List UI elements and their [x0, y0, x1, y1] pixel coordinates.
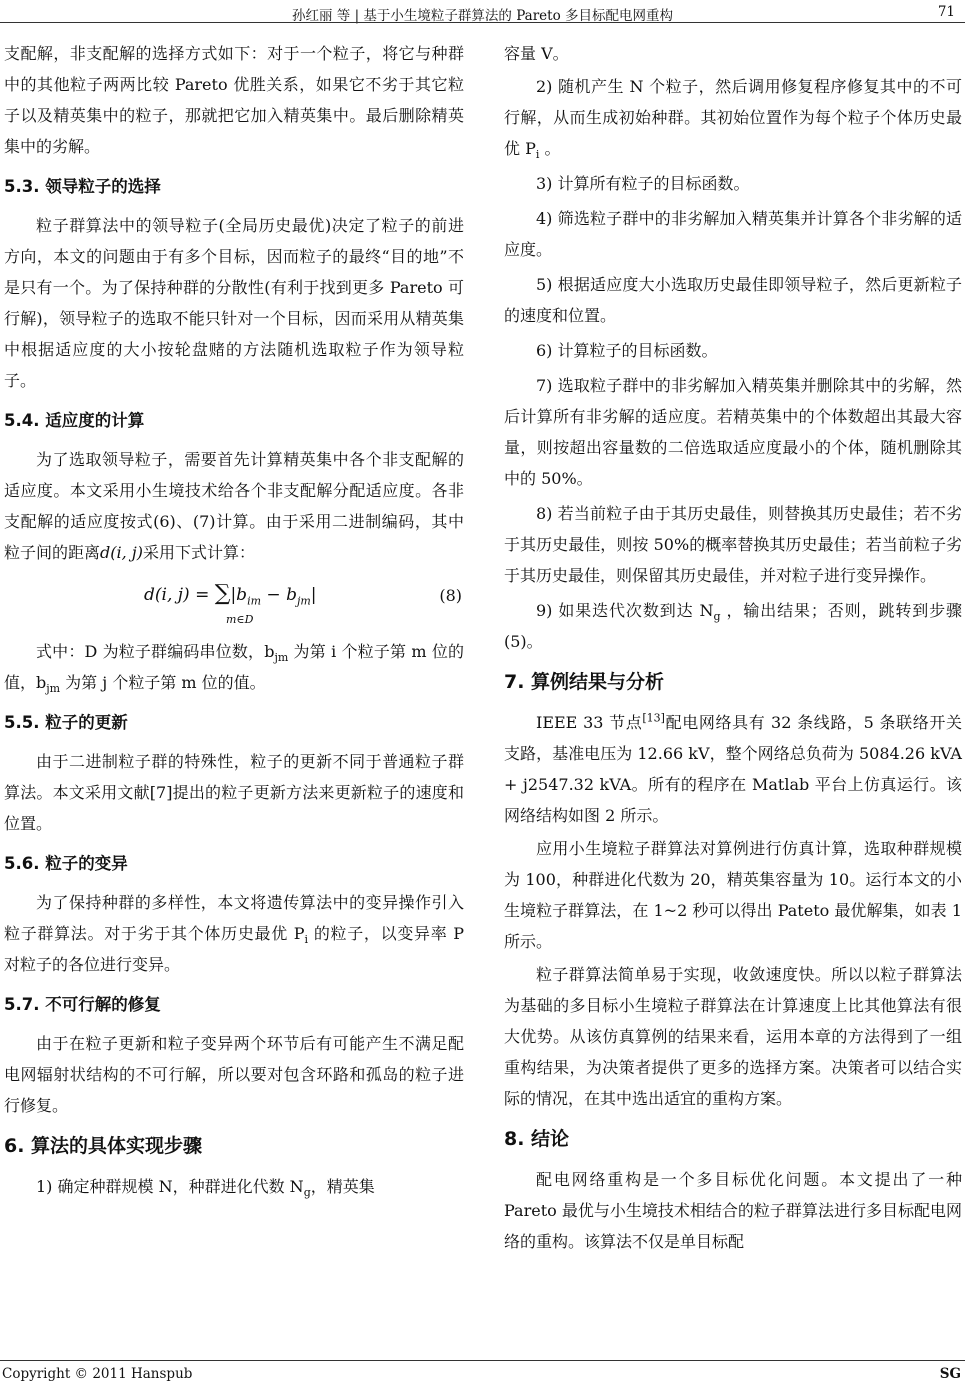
- paragraph-5-5: 由于二进制粒子群的特殊性，粒子的更新不同于普通粒子群算法。本文采用文献[7]提出的粒子更新方法来更新粒子的速度和位置。: [4, 752, 464, 833]
- paragraph-7-1: [504, 707, 962, 831]
- step-1-continued: 容量 V。: [504, 44, 569, 63]
- step-2-text: 2) 随机产生 N 个粒子，然后调用修复程序修复其中的不可行解，从而生成初始种群。其初始位置作为每个粒子个体历史最优 P: [504, 77, 962, 158]
- step-1: [4, 1171, 464, 1202]
- distance-symbol: d(i, j): [100, 543, 143, 562]
- paragraph-5-6: [4, 887, 464, 980]
- where-text: 式中：D 为粒子群编码串位数，b: [36, 642, 275, 661]
- step-9: [504, 595, 962, 657]
- sum-symbol: ∑: [214, 581, 231, 606]
- where-sub-1: jm: [274, 651, 289, 665]
- step-1-tail: ，精英集: [310, 1177, 375, 1196]
- section-heading-5-7: 5.7. 不可行解的修复: [4, 995, 161, 1014]
- paragraph-where: [4, 636, 464, 698]
- section-heading-8: 8. 结论: [504, 1128, 570, 1150]
- section-heading-5-4: 5.4. 适应度的计算: [4, 411, 145, 430]
- header-rule: [0, 22, 965, 23]
- paragraph-5-4-text: 为了选取领导粒子，需要首先计算精英集中各个非支配解的适应度。本文采用小生境技术给各个非支配解分配适应度。各非支配解的适应度按式(6)、(7)计算。由于采用二进制编码，其中粒子间的距离: [4, 450, 464, 562]
- left-column: [4, 38, 464, 1206]
- page-footer: [0, 1360, 965, 1382]
- step-2: [504, 71, 962, 164]
- journal-code: SG: [939, 1366, 961, 1382]
- step-7: 7) 选取粒子群中的非劣解加入精英集并删除其中的劣解，然后计算所有非劣解的适应度。若精英集中的个体数超出其最大容量，则按超出容量数的二倍选取适应度最小的个体，随机删除其中的 50%。: [504, 376, 962, 488]
- step-3: 3) 计算所有粒子的目标函数。: [536, 174, 750, 193]
- equation-minus-term: − b: [261, 585, 297, 605]
- pi-sub: i: [304, 933, 309, 947]
- where-sub-2: jm: [46, 682, 61, 696]
- section-heading-5-6: 5.6. 粒子的变异: [4, 854, 128, 873]
- step-2-sub: i: [535, 148, 540, 162]
- step-1-text: 1) 确定种群规模 N，种群进化代数 N: [36, 1177, 304, 1196]
- equation-term: |b: [230, 585, 248, 605]
- paragraph-7-3: 粒子群算法简单易于实现，收敛速度快。所以以粒子群算法为基础的多目标小生境粒子群算法在计算速度上比其他算法有很大优势。从该仿真算例的结果来看，运用本章的方法得到了一组重构结果，为决策者提供了更多的选择方案。决策者可以结合实际的情况，在其中选出适宜的重构方案。: [504, 965, 962, 1108]
- step-2-tail: 。: [539, 139, 561, 158]
- equation-lhs: d(i, j) =: [144, 585, 215, 605]
- paragraph-7-2: 应用小生境粒子群算法对算例进行仿真计算，选取种群规模为 100，种群进化代数为 20，精英集容量为 10。运行本文的小生境粒子群算法，在 1~2 秒可以得出 Pateto 最优解集，如表 1 所示。: [504, 839, 962, 951]
- footer-rule: [0, 1360, 965, 1361]
- step-9-text: 9) 如果迭代次数到达 N: [536, 601, 714, 620]
- step-9-sub: g: [713, 610, 721, 624]
- section-heading-5-3: 5.3. 领导粒子的选择: [4, 177, 161, 196]
- equation-close: |: [310, 585, 317, 605]
- equation-sub-im: im: [247, 594, 262, 608]
- equation-sub-jm: jm: [296, 594, 311, 608]
- paragraph-5-6-text: 为了保持种群的多样性，本文将遗传算法中的变异操作引入粒子群算法。对于劣于其个体历史最优 P: [4, 893, 464, 943]
- equation-8: [4, 572, 464, 626]
- running-title: 孙红丽 等 | 基于小生境粒子群算法的 Pareto 多目标配电网重构: [291, 8, 674, 24]
- paragraph-5-4-tail: 采用下式计算：: [143, 543, 256, 562]
- equation-number: (8): [439, 586, 462, 605]
- paragraph-7-1-tail: 配电网络具有 32 条线路，5 条联络开关支路，基准电压为 12.66 kV，整个网络总负荷为 5084.26 kVA + j2547.32 kVA。所有的程序在 Matlab 平台上仿真运行。该网络结构如图 2 所示。: [504, 713, 962, 825]
- right-column: [504, 38, 962, 1259]
- page-number: 71: [937, 4, 955, 20]
- step-8: 8) 若当前粒子由于其历史最佳，则替换其历史最佳；若不劣于其历史最佳，则按 50%的概率替换其历史最佳；若当前粒子劣于其历史最佳，则保留其历史最佳，并对粒子进行变异操作。: [504, 504, 962, 585]
- step-9-tail: ，输出结果；否则，跳转到步骤(5)。: [504, 601, 962, 651]
- step-5: 5) 根据适应度大小选取历史最佳即领导粒子，然后更新粒子的速度和位置。: [504, 275, 962, 325]
- paragraph-7-1-text: IEEE 33 节点: [536, 713, 643, 732]
- paragraph-5-3: 粒子群算法中的领导粒子(全局历史最优)决定了粒子的前进方向，本文的问题由于有多个目标，因而粒子的最终“目的地”不是只有一个。为了保持种群的分散性(有利于找到更多 Pareto 可行解)，领导粒子的选取不能只针对一个目标，因而采用从精英集中根据适应度的大小按轮盘赌的方法随机选取粒子作为领导粒子。: [4, 216, 464, 390]
- where-mid: 为第 i 个粒子第 m 位的值，b: [4, 642, 464, 692]
- paragraph-5-7: 由于在粒子更新和粒子变异两个环节后有可能产生不满足配电网辐射状结构的不可行解，所以要对包含环路和孤岛的粒子进行修复。: [4, 1034, 464, 1115]
- paragraph-8: 配电网络重构是一个多目标优化问题。本文提出了一种 Pareto 最优与小生境技术相结合的粒子群算法进行多目标配电网络的重构。该算法不仅是单目标配: [504, 1170, 962, 1251]
- section-heading-6: 6. 算法的具体实现步骤: [4, 1135, 203, 1157]
- page-header: [0, 0, 965, 26]
- paragraph-intro: 支配解，非支配解的选择方式如下：对于一个粒子，将它与种群中的其他粒子两两比较 Pareto 优胜关系，如果它不劣于其它粒子以及精英集中的粒子，那就把它加入精英集中。最后删除精英集中的劣解。: [4, 44, 464, 156]
- citation-13: [13]: [642, 711, 665, 725]
- step-4: 4) 筛选粒子群中的非劣解加入精英集并计算各个非劣解的适应度。: [504, 209, 962, 259]
- section-heading-7: 7. 算例结果与分析: [504, 671, 665, 693]
- where-end: 为第 j 个粒子第 m 位的值。: [60, 673, 266, 692]
- step-1-sub: g: [303, 1186, 311, 1200]
- paragraph-5-4: [4, 444, 464, 568]
- sum-index: m∈D: [226, 613, 254, 626]
- paragraph-5-6-tail: 的粒子，以变异率 P 对粒子的各位进行变异。: [4, 924, 464, 974]
- step-6: 6) 计算粒子的目标函数。: [536, 341, 718, 360]
- copyright: Copyright © 2011 Hanspub: [2, 1366, 193, 1382]
- section-heading-5-5: 5.5. 粒子的更新: [4, 713, 128, 732]
